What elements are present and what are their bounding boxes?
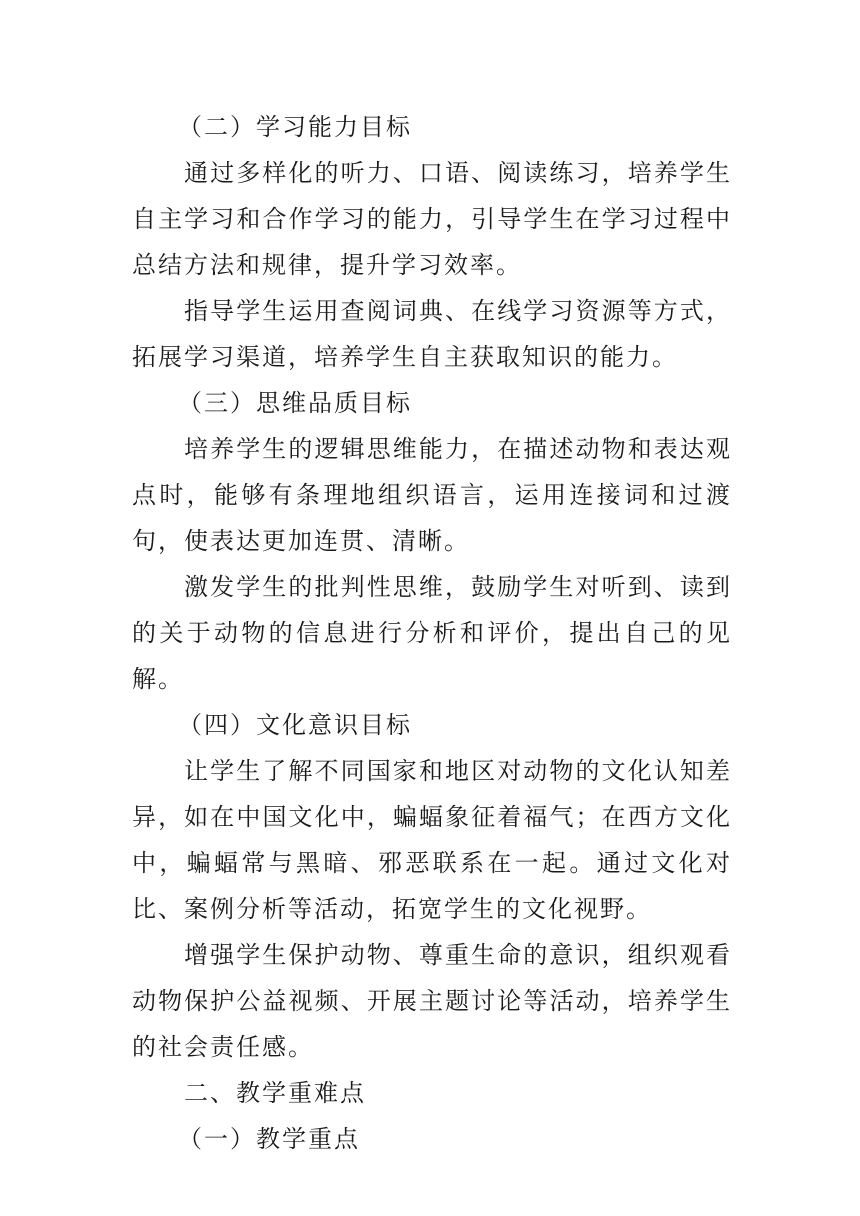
paragraph: 让学生了解不同国家和地区对动物的文化认知差异，如在中国文化中，蝙蝠象征着福气；在西方文化中，蝙蝠常与黑暗、邪恶联系在一起。通过文化对比、案例分析等活动，拓宽学生的文化视野。 xyxy=(132,757,732,923)
section-heading-teaching-focus: （一）教学重点 xyxy=(178,1125,360,1153)
paragraph: 通过多样化的听力、口语、阅读练习，培养学生自主学习和合作学习的能力，引导学生在学习过程中总结方法和规律，提升学习效率。 xyxy=(132,159,732,279)
section-heading-thinking-quality: （三）思维品质目标 xyxy=(178,389,412,417)
section-heading-learning-ability: （二）学习能力目标 xyxy=(178,113,412,141)
chapter-heading-key-points: 二、教学重难点 xyxy=(184,1079,366,1107)
paragraph: 激发学生的批判性思维，鼓励学生对听到、读到的关于动物的信息进行分析和评价，提出自己的见解。 xyxy=(132,573,732,693)
paragraph: 指导学生运用查阅词典、在线学习资源等方式，拓展学习渠道，培养学生自主获取知识的能力。 xyxy=(132,297,732,371)
paragraph: 增强学生保护动物、尊重生命的意识，组织观看动物保护公益视频、开展主题讨论等活动，培养学生的社会责任感。 xyxy=(132,941,732,1061)
document-body xyxy=(132,104,732,1162)
paragraph: 培养学生的逻辑思维能力，在描述动物和表达观点时，能够有条理地组织语言，运用连接词和过渡句，使表达更加连贯、清晰。 xyxy=(132,435,732,555)
section-heading-cultural-awareness: （四）文化意识目标 xyxy=(178,711,412,739)
